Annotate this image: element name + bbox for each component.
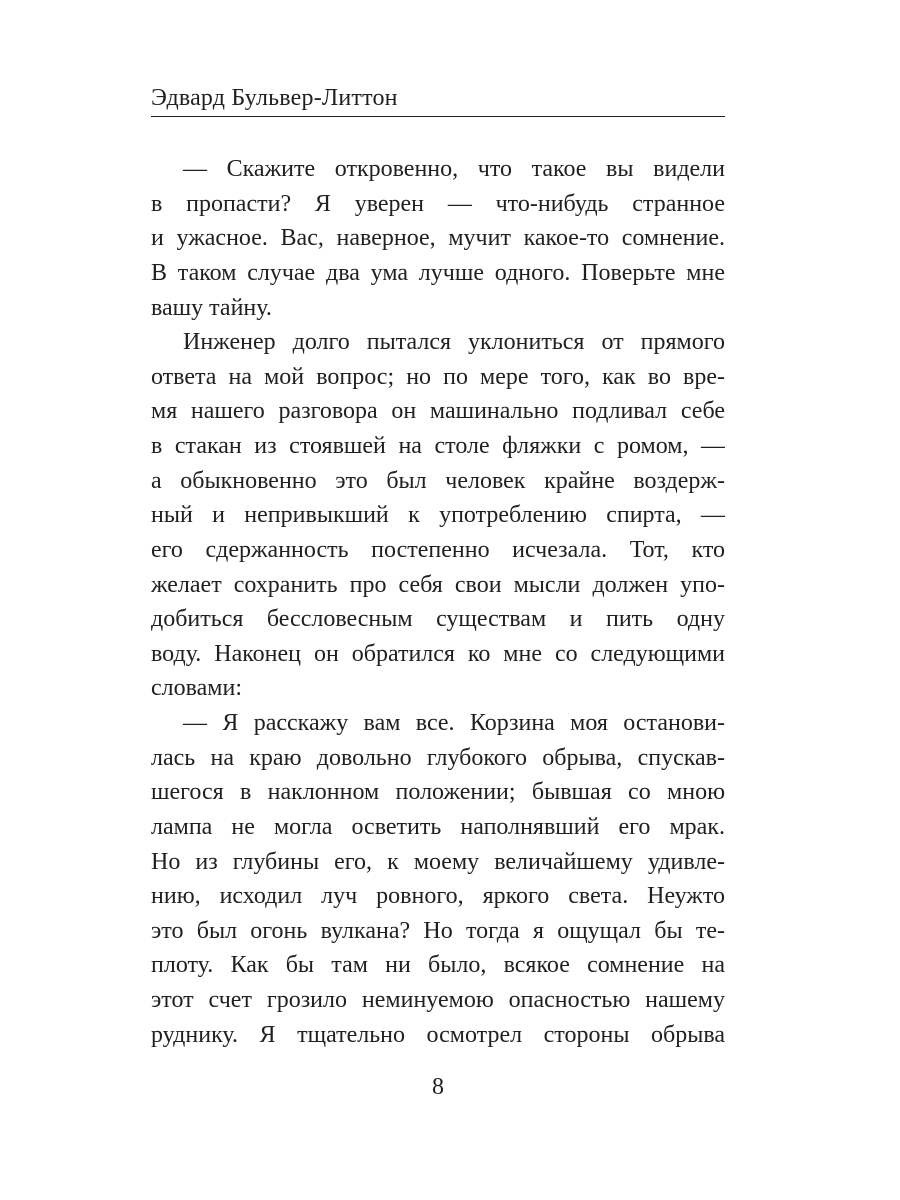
text-line: в пропасти? Я уверен — что-нибудь странное: [151, 190, 725, 217]
running-head-author: Эдвард Бульвер-Литтон: [151, 85, 398, 111]
text-line: ный и непривыкший к употреблению спирта, —: [151, 502, 725, 529]
page-number: 8: [432, 1074, 444, 1100]
text-line: ответа на мой вопрос; но по мере того, как во вре-: [151, 363, 725, 390]
text-line: добиться бессловесным существам и пить одну: [151, 606, 725, 633]
text-line: воду. Наконец он обратился ко мне со следующими: [151, 640, 725, 667]
text-line: В таком случае два ума лучше одного. Поверьте мне: [151, 259, 725, 286]
text-line: нию, исходил луч ровного, яркого света. Неужто: [151, 883, 725, 910]
text-line: Инженер долго пытался уклониться от прямого: [183, 329, 725, 356]
text-line: плоту. Как бы там ни было, всякое сомнение на: [151, 952, 725, 979]
text-line: — Я расскажу вам все. Корзина моя останови-: [183, 710, 725, 736]
text-line: руднику. Я тщательно осмотрел стороны обрыва: [151, 1021, 725, 1048]
text-line: шегося в наклонном положении; бывшая со мною: [151, 779, 725, 806]
text-line: в стакан из стоявшей на столе фляжки с ромом, —: [151, 433, 725, 459]
text-line: мя нашего разговора он машинально подливал себе: [151, 398, 725, 425]
text-line: а обыкновенно это был человек крайне воздерж-: [151, 467, 725, 494]
text-line: этот счет грозило неминуемою опасностью нашему: [151, 987, 725, 1013]
text-line: желает сохранить про себя свои мысли должен упо-: [151, 571, 725, 598]
text-line: лась на краю довольно глубокого обрыва, спускав-: [151, 744, 725, 771]
body-text: [151, 152, 725, 1052]
running-head: [151, 80, 725, 117]
text-line: словами:: [151, 675, 242, 702]
text-line: и ужасное. Вас, наверное, мучит какое-то сомнение.: [151, 225, 725, 252]
text-line: его сдержанность постепенно исчезала. Тот, кто: [151, 536, 725, 563]
text-line: лампа не могла осветить наполнявший его мрак.: [151, 813, 725, 840]
text-line: вашу тайну.: [151, 294, 272, 321]
text-line: это был огонь вулкана? Но тогда я ощущал бы те-: [151, 917, 725, 944]
text-line: — Скажите откровенно, что такое вы видели: [183, 156, 725, 182]
text-line: Но из глубины его, к моему величайшему удивле-: [151, 848, 725, 875]
